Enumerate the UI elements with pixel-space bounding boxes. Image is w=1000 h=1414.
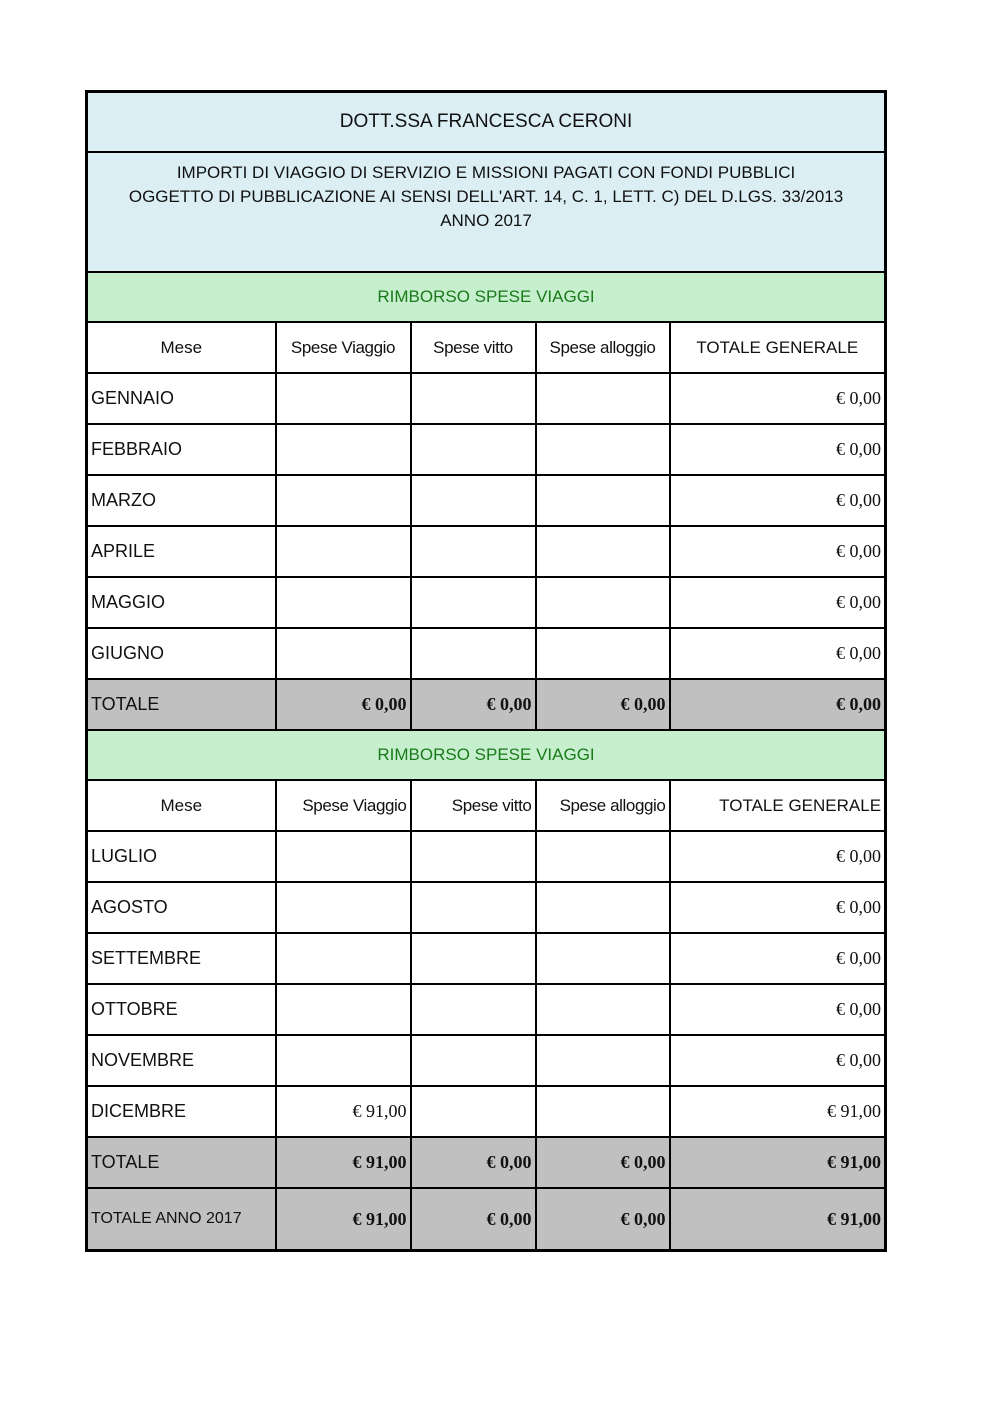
column-header-row-2 [87, 780, 886, 831]
total-viaggio: € 91,00 [276, 1137, 411, 1188]
col-header-spese-viaggio: Spese Viaggio [276, 780, 411, 831]
vitto-cell [411, 424, 536, 475]
alloggio-cell [536, 628, 670, 679]
viaggio-cell [276, 577, 411, 628]
alloggio-cell [536, 1086, 670, 1137]
vitto-cell [411, 831, 536, 882]
alloggio-cell [536, 831, 670, 882]
viaggio-cell [276, 933, 411, 984]
section-heading-1: RIMBORSO SPESE VIAGGI [87, 272, 886, 322]
month-cell: LUGLIO [87, 831, 276, 882]
table-row [87, 984, 886, 1035]
viaggio-cell [276, 1035, 411, 1086]
col-header-spese-viaggio: Spese Viaggio [276, 322, 411, 373]
totale-cell: € 0,00 [670, 526, 886, 577]
viaggio-cell [276, 831, 411, 882]
month-cell: APRILE [87, 526, 276, 577]
viaggio-cell: € 91,00 [276, 1086, 411, 1137]
total-generale: € 91,00 [670, 1137, 886, 1188]
section-total-row-2 [87, 1137, 886, 1188]
subtitle-line-3: ANNO 2017 [440, 211, 532, 230]
alloggio-cell [536, 984, 670, 1035]
month-cell: NOVEMBRE [87, 1035, 276, 1086]
col-header-spese-vitto: Spese vitto [411, 780, 536, 831]
totale-cell: € 0,00 [670, 475, 886, 526]
subtitle-line-2: OGGETTO DI PUBBLICAZIONE AI SENSI DELL'ART. 14, C. 1, LETT. C) DEL D.LGS. 33/2013 [128, 187, 844, 206]
table-row [87, 933, 886, 984]
table-row [87, 1086, 886, 1137]
vitto-cell [411, 577, 536, 628]
grand-total-label: TOTALE ANNO 2017 [87, 1188, 276, 1251]
month-cell: FEBBRAIO [87, 424, 276, 475]
table-row [87, 628, 886, 679]
subtitle-line-1: IMPORTI DI VIAGGIO DI SERVIZIO E MISSIONI PAGATI CON FONDI PUBBLICI [176, 163, 796, 182]
totale-cell: € 0,00 [670, 984, 886, 1035]
totale-cell: € 0,00 [670, 577, 886, 628]
section-total-row-1 [87, 679, 886, 730]
col-header-spese-alloggio: Spese alloggio [536, 322, 670, 373]
table-row [87, 577, 886, 628]
table-row [87, 373, 886, 424]
viaggio-cell [276, 882, 411, 933]
col-header-mese: Mese [87, 780, 276, 831]
grand-total-vitto: € 0,00 [411, 1188, 536, 1251]
document-subtitle [87, 152, 886, 272]
viaggio-cell [276, 984, 411, 1035]
grand-total-viaggio: € 91,00 [276, 1188, 411, 1251]
section-heading-2: RIMBORSO SPESE VIAGGI [87, 730, 886, 780]
expense-table [85, 90, 887, 1252]
total-viaggio: € 0,00 [276, 679, 411, 730]
document-title: DOTT.SSA FRANCESCA CERONI [87, 92, 886, 153]
month-cell: MARZO [87, 475, 276, 526]
vitto-cell [411, 373, 536, 424]
vitto-cell [411, 1035, 536, 1086]
total-label: TOTALE [87, 1137, 276, 1188]
month-cell: DICEMBRE [87, 1086, 276, 1137]
month-cell: GIUGNO [87, 628, 276, 679]
col-header-totale-generale: TOTALE GENERALE [670, 322, 886, 373]
month-cell: MAGGIO [87, 577, 276, 628]
viaggio-cell [276, 424, 411, 475]
column-header-row-1 [87, 322, 886, 373]
total-alloggio: € 0,00 [536, 1137, 670, 1188]
month-cell: SETTEMBRE [87, 933, 276, 984]
col-header-mese: Mese [87, 322, 276, 373]
col-header-spese-alloggio: Spese alloggio [536, 780, 670, 831]
month-cell: OTTOBRE [87, 984, 276, 1035]
totale-cell: € 0,00 [670, 831, 886, 882]
viaggio-cell [276, 373, 411, 424]
alloggio-cell [536, 882, 670, 933]
table-row [87, 882, 886, 933]
vitto-cell [411, 984, 536, 1035]
total-alloggio: € 0,00 [536, 679, 670, 730]
vitto-cell [411, 475, 536, 526]
alloggio-cell [536, 373, 670, 424]
grand-total-row [87, 1188, 886, 1251]
alloggio-cell [536, 933, 670, 984]
alloggio-cell [536, 424, 670, 475]
alloggio-cell [536, 475, 670, 526]
viaggio-cell [276, 526, 411, 577]
total-vitto: € 0,00 [411, 679, 536, 730]
alloggio-cell [536, 577, 670, 628]
totale-cell: € 0,00 [670, 1035, 886, 1086]
alloggio-cell [536, 526, 670, 577]
table-row [87, 475, 886, 526]
col-header-totale-generale: TOTALE GENERALE [670, 780, 886, 831]
grand-total-generale: € 91,00 [670, 1188, 886, 1251]
total-vitto: € 0,00 [411, 1137, 536, 1188]
vitto-cell [411, 526, 536, 577]
totale-cell: € 0,00 [670, 373, 886, 424]
vitto-cell [411, 933, 536, 984]
total-generale: € 0,00 [670, 679, 886, 730]
month-cell: GENNAIO [87, 373, 276, 424]
totale-cell: € 0,00 [670, 933, 886, 984]
totale-cell: € 0,00 [670, 424, 886, 475]
totale-cell: € 0,00 [670, 882, 886, 933]
table-row [87, 526, 886, 577]
table-row [87, 1035, 886, 1086]
vitto-cell [411, 882, 536, 933]
alloggio-cell [536, 1035, 670, 1086]
table-row [87, 424, 886, 475]
total-label: TOTALE [87, 679, 276, 730]
col-header-spese-vitto: Spese vitto [411, 322, 536, 373]
totale-cell: € 91,00 [670, 1086, 886, 1137]
vitto-cell [411, 628, 536, 679]
table-row [87, 831, 886, 882]
viaggio-cell [276, 475, 411, 526]
vitto-cell [411, 1086, 536, 1137]
month-cell: AGOSTO [87, 882, 276, 933]
viaggio-cell [276, 628, 411, 679]
totale-cell: € 0,00 [670, 628, 886, 679]
grand-total-alloggio: € 0,00 [536, 1188, 670, 1251]
